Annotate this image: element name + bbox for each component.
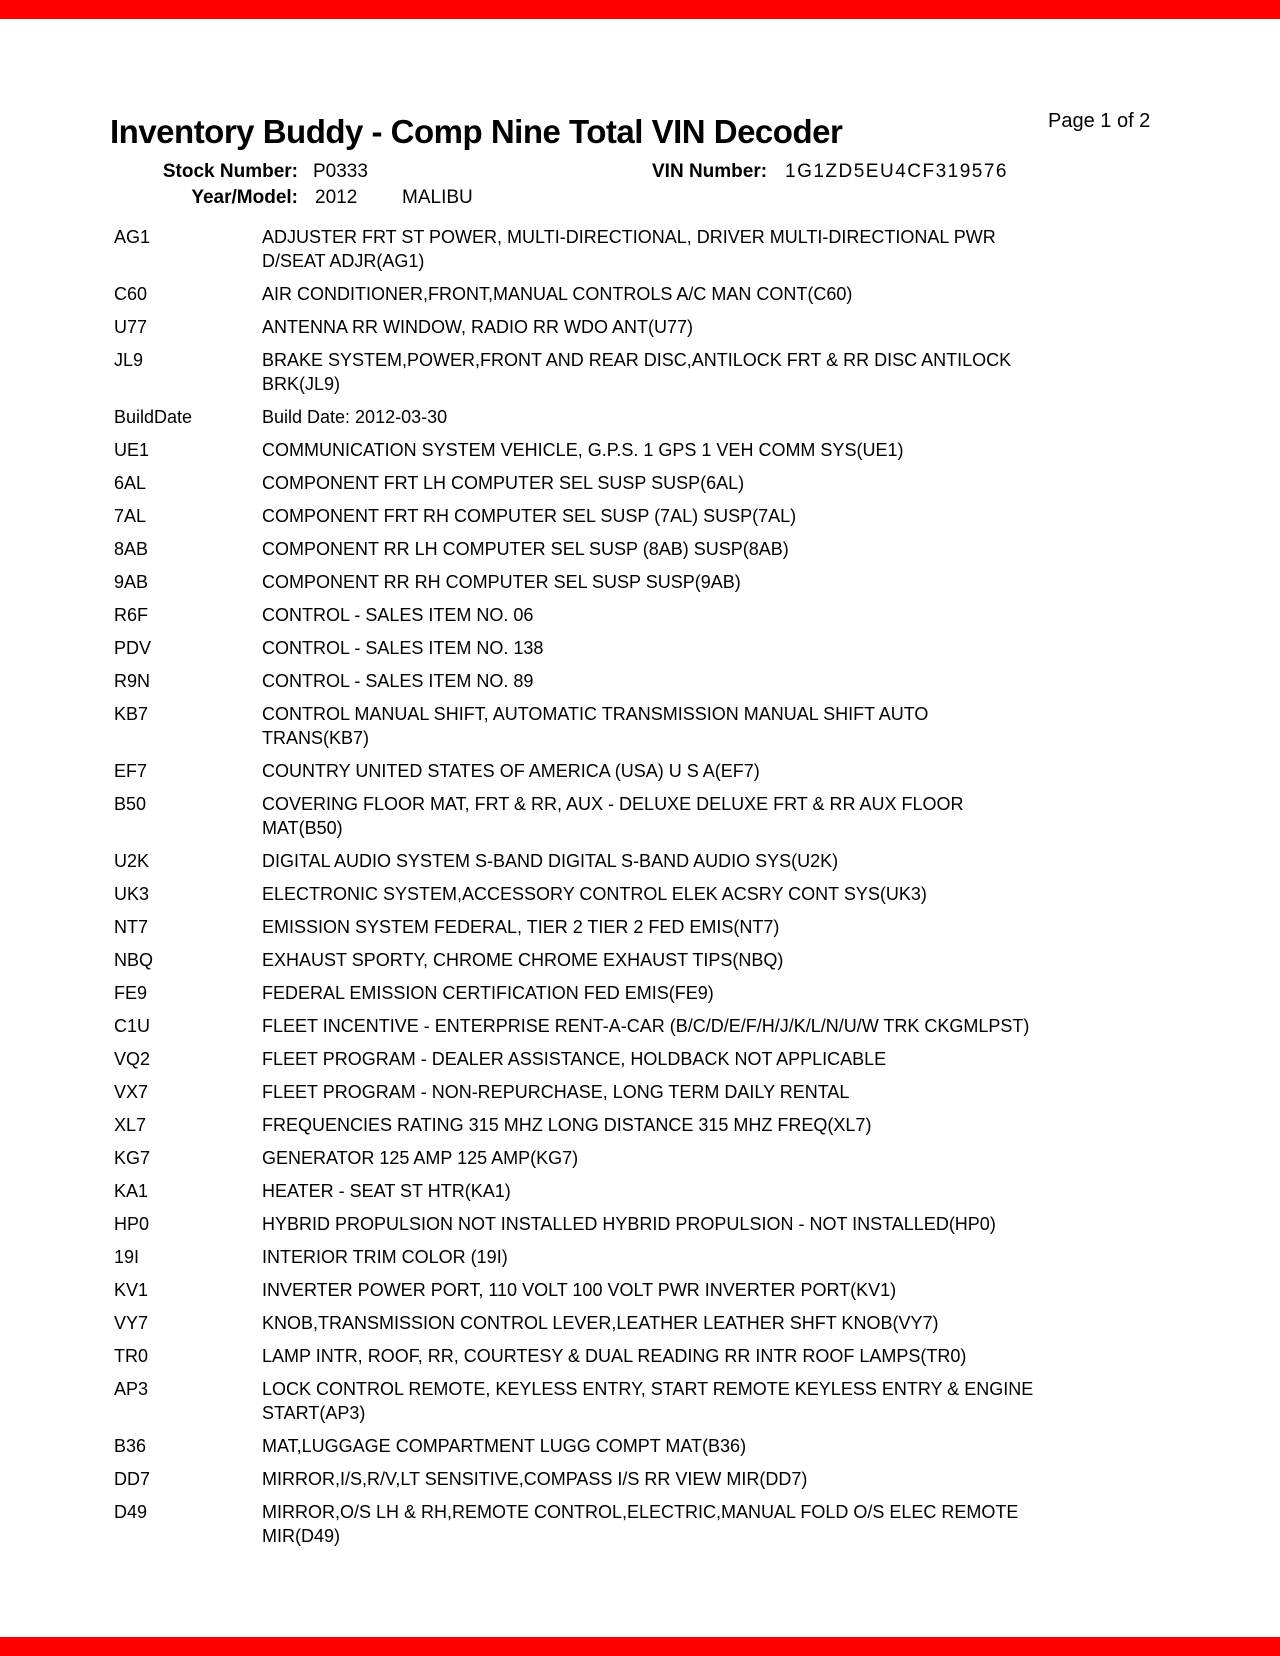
- option-description: [262, 1500, 1222, 1548]
- option-row: [0, 1179, 1280, 1203]
- option-code: U77: [114, 317, 148, 337]
- option-description-line: COMPONENT RR RH COMPUTER SEL SUSP SUSP(9AB): [262, 572, 741, 592]
- option-code: B36: [114, 1436, 147, 1456]
- option-row: [0, 471, 1280, 495]
- option-description: [262, 981, 1222, 1005]
- option-description-line: MIRROR,I/S,R/V,LT SENSITIVE,COMPASS I/S RR VIEW MIR(DD7): [262, 1469, 808, 1489]
- option-code: DD7: [114, 1469, 151, 1489]
- option-description: [262, 1245, 1222, 1269]
- option-description-line: CONTROL - SALES ITEM NO. 138: [262, 638, 544, 658]
- option-row: [0, 1500, 1280, 1548]
- vin-number-value: 1G1ZD5EU4CF319576: [785, 161, 1008, 182]
- option-row: [0, 438, 1280, 462]
- option-description: [262, 282, 1222, 306]
- option-description-line: ELECTRONIC SYSTEM,ACCESSORY CONTROL ELEK ACSRY CONT SYS(UK3): [262, 884, 927, 904]
- option-row: [0, 504, 1280, 528]
- option-description-line: FLEET PROGRAM - DEALER ASSISTANCE, HOLDBACK NOT APPLICABLE: [262, 1049, 887, 1069]
- option-description-line: CONTROL - SALES ITEM NO. 06: [262, 605, 534, 625]
- stock-number-value: P0333: [313, 161, 368, 182]
- option-row: [0, 315, 1280, 339]
- option-description: [262, 669, 1222, 693]
- option-description: [262, 1377, 1222, 1425]
- option-row: [0, 570, 1280, 594]
- option-description-line: MIRROR,O/S LH & RH,REMOTE CONTROL,ELECTRIC,MANUAL FOLD O/S ELEC REMOTE: [262, 1502, 1019, 1522]
- option-row: [0, 915, 1280, 939]
- option-description-line: COMMUNICATION SYSTEM VEHICLE, G.P.S. 1 GPS 1 VEH COMM SYS(UE1): [262, 440, 904, 460]
- option-row: [0, 1377, 1280, 1425]
- option-description-line: MAT,LUGGAGE COMPARTMENT LUGG COMPT MAT(B36): [262, 1436, 747, 1456]
- option-code: BuildDate: [114, 407, 193, 427]
- option-row: [0, 1146, 1280, 1170]
- options-list: [0, 225, 1280, 1557]
- option-description-line: COMPONENT FRT LH COMPUTER SEL SUSP SUSP(6AL): [262, 473, 745, 493]
- option-code: R6F: [114, 605, 149, 625]
- option-code: AG1: [114, 227, 151, 247]
- option-row: [0, 636, 1280, 660]
- option-description-line: COUNTRY UNITED STATES OF AMERICA (USA) U S A(EF7): [262, 761, 760, 781]
- option-description-line: BRAKE SYSTEM,POWER,FRONT AND REAR DISC,ANTILOCK FRT & RR DISC ANTILOCK: [262, 350, 1012, 370]
- option-description: [262, 504, 1222, 528]
- option-code: XL7: [114, 1115, 147, 1135]
- option-description-line: D/SEAT ADJR(AG1): [262, 251, 425, 271]
- option-description: [262, 1113, 1222, 1137]
- option-code: EF7: [114, 761, 148, 781]
- option-description: [262, 792, 1222, 840]
- option-description-line: COMPONENT RR LH COMPUTER SEL SUSP (8AB) SUSP(8AB): [262, 539, 789, 559]
- option-code: VX7: [114, 1082, 149, 1102]
- option-description-line: INVERTER POWER PORT, 110 VOLT 100 VOLT PWR INVERTER PORT(KV1): [262, 1280, 897, 1300]
- page-number-indicator: Page 1 of 2: [1048, 110, 1151, 132]
- option-description: [262, 1467, 1222, 1491]
- option-code: R9N: [114, 671, 151, 691]
- option-description-line: Build Date: 2012-03-30: [262, 407, 448, 427]
- option-description: [262, 636, 1222, 660]
- option-code: VY7: [114, 1313, 149, 1333]
- option-description: [262, 759, 1222, 783]
- option-row: [0, 1467, 1280, 1491]
- option-description: [262, 471, 1222, 495]
- option-description: [262, 702, 1222, 750]
- option-description: [262, 315, 1222, 339]
- option-description: [262, 1278, 1222, 1302]
- option-description-line: EMISSION SYSTEM FEDERAL, TIER 2 TIER 2 FED EMIS(NT7): [262, 917, 780, 937]
- option-code: D49: [114, 1502, 148, 1522]
- option-description: [262, 603, 1222, 627]
- option-code: JL9: [114, 350, 144, 370]
- option-description: [262, 1014, 1222, 1038]
- option-code: KV1: [114, 1280, 149, 1300]
- option-row: [0, 1047, 1280, 1071]
- option-row: [0, 1212, 1280, 1236]
- option-description-line: FREQUENCIES RATING 315 MHZ LONG DISTANCE 315 MHZ FREQ(XL7): [262, 1115, 872, 1135]
- page-title: Inventory Buddy - Comp Nine Total VIN Decoder: [110, 113, 843, 150]
- model-value: MALIBU: [402, 187, 473, 208]
- option-code: AP3: [114, 1379, 149, 1399]
- option-description-line: EXHAUST SPORTY, CHROME CHROME EXHAUST TIPS(NBQ): [262, 950, 784, 970]
- option-code: U2K: [114, 851, 150, 871]
- option-description-line: FLEET PROGRAM - NON-REPURCHASE, LONG TERM DAILY RENTAL: [262, 1082, 850, 1102]
- option-code: 19I: [114, 1247, 140, 1267]
- option-description-line: LOCK CONTROL REMOTE, KEYLESS ENTRY, START REMOTE KEYLESS ENTRY & ENGINE: [262, 1379, 1034, 1399]
- option-code: NBQ: [114, 950, 154, 970]
- option-description: [262, 1179, 1222, 1203]
- option-row: [0, 1311, 1280, 1335]
- option-row: [0, 1278, 1280, 1302]
- stock-number-label: Stock Number:: [162, 161, 298, 182]
- option-row: [0, 759, 1280, 783]
- option-row: [0, 882, 1280, 906]
- option-description: [262, 1311, 1222, 1335]
- option-code: HP0: [114, 1214, 150, 1234]
- option-description: [262, 1047, 1222, 1071]
- option-description-line: MIR(D49): [262, 1526, 341, 1546]
- option-row: [0, 1113, 1280, 1137]
- option-description-line: HEATER - SEAT ST HTR(KA1): [262, 1181, 511, 1201]
- option-row: [0, 702, 1280, 750]
- option-description: [262, 570, 1222, 594]
- option-description-line: GENERATOR 125 AMP 125 AMP(KG7): [262, 1148, 579, 1168]
- option-description-line: HYBRID PROPULSION NOT INSTALLED HYBRID PROPULSION - NOT INSTALLED(HP0): [262, 1214, 996, 1234]
- option-description-line: CONTROL MANUAL SHIFT, AUTOMATIC TRANSMISSION MANUAL SHIFT AUTO: [262, 704, 929, 724]
- option-description: [262, 1434, 1222, 1458]
- option-description: [262, 882, 1222, 906]
- option-code: 6AL: [114, 473, 147, 493]
- vin-number-label: VIN Number:: [652, 161, 768, 182]
- option-code: B50: [114, 794, 147, 814]
- option-code: UE1: [114, 440, 150, 460]
- option-code: TR0: [114, 1346, 149, 1366]
- option-code: 7AL: [114, 506, 147, 526]
- option-row: [0, 1245, 1280, 1269]
- option-description-line: AIR CONDITIONER,FRONT,MANUAL CONTROLS A/C MAN CONT(C60): [262, 284, 853, 304]
- option-description: [262, 1146, 1222, 1170]
- option-description: [262, 537, 1222, 561]
- option-description-line: DIGITAL AUDIO SYSTEM S-BAND DIGITAL S-BAND AUDIO SYS(U2K): [262, 851, 839, 871]
- bottom-red-bar: [0, 1637, 1280, 1656]
- option-row: [0, 603, 1280, 627]
- option-code: VQ2: [114, 1049, 151, 1069]
- option-row: [0, 225, 1280, 273]
- option-row: [0, 792, 1280, 840]
- option-description: [262, 348, 1222, 396]
- option-description: [262, 1080, 1222, 1104]
- option-code: KG7: [114, 1148, 151, 1168]
- option-description-line: ADJUSTER FRT ST POWER, MULTI-DIRECTIONAL, DRIVER MULTI-DIRECTIONAL PWR: [262, 227, 996, 247]
- year-value: 2012: [315, 187, 358, 208]
- option-description-line: COMPONENT FRT RH COMPUTER SEL SUSP (7AL) SUSP(7AL): [262, 506, 797, 526]
- option-row: [0, 981, 1280, 1005]
- year-model-label: Year/Model:: [191, 187, 298, 208]
- option-description: [262, 405, 1222, 429]
- option-code: FE9: [114, 983, 148, 1003]
- option-code: KA1: [114, 1181, 149, 1201]
- option-description-line: FLEET INCENTIVE - ENTERPRISE RENT-A-CAR (B/C/D/E/F/H/J/K/L/N/U/W TRK CKGMLPST): [262, 1016, 1030, 1036]
- option-row: [0, 948, 1280, 972]
- option-row: [0, 669, 1280, 693]
- option-code: 8AB: [114, 539, 149, 559]
- option-description-line: CONTROL - SALES ITEM NO. 89: [262, 671, 534, 691]
- option-description: [262, 1344, 1222, 1368]
- option-description-line: MAT(B50): [262, 818, 343, 838]
- option-description-line: INTERIOR TRIM COLOR (19I): [262, 1247, 508, 1267]
- option-description: [262, 915, 1222, 939]
- option-code: PDV: [114, 638, 152, 658]
- option-row: [0, 405, 1280, 429]
- option-description-line: BRK(JL9): [262, 374, 341, 394]
- option-description-line: LAMP INTR, ROOF, RR, COURTESY & DUAL READING RR INTR ROOF LAMPS(TR0): [262, 1346, 967, 1366]
- option-description: [262, 438, 1222, 462]
- option-description-line: START(AP3): [262, 1403, 366, 1423]
- option-description-line: FEDERAL EMISSION CERTIFICATION FED EMIS(FE9): [262, 983, 714, 1003]
- option-description: [262, 225, 1222, 273]
- option-row: [0, 1080, 1280, 1104]
- option-description-line: COVERING FLOOR MAT, FRT & RR, AUX - DELUXE DELUXE FRT & RR AUX FLOOR: [262, 794, 964, 814]
- option-description: [262, 849, 1222, 873]
- option-row: [0, 1434, 1280, 1458]
- option-code: C60: [114, 284, 148, 304]
- option-description-line: TRANS(KB7): [262, 728, 370, 748]
- top-red-bar: [0, 0, 1280, 19]
- option-description-line: ANTENNA RR WINDOW, RADIO RR WDO ANT(U77): [262, 317, 694, 337]
- option-row: [0, 282, 1280, 306]
- option-row: [0, 849, 1280, 873]
- option-code: UK3: [114, 884, 150, 904]
- option-description: [262, 948, 1222, 972]
- option-row: [0, 537, 1280, 561]
- option-code: NT7: [114, 917, 149, 937]
- option-row: [0, 1014, 1280, 1038]
- option-code: C1U: [114, 1016, 151, 1036]
- option-description: [262, 1212, 1222, 1236]
- option-code: KB7: [114, 704, 149, 724]
- option-row: [0, 348, 1280, 396]
- option-row: [0, 1344, 1280, 1368]
- option-description-line: KNOB,TRANSMISSION CONTROL LEVER,LEATHER LEATHER SHFT KNOB(VY7): [262, 1313, 939, 1333]
- option-code: 9AB: [114, 572, 149, 592]
